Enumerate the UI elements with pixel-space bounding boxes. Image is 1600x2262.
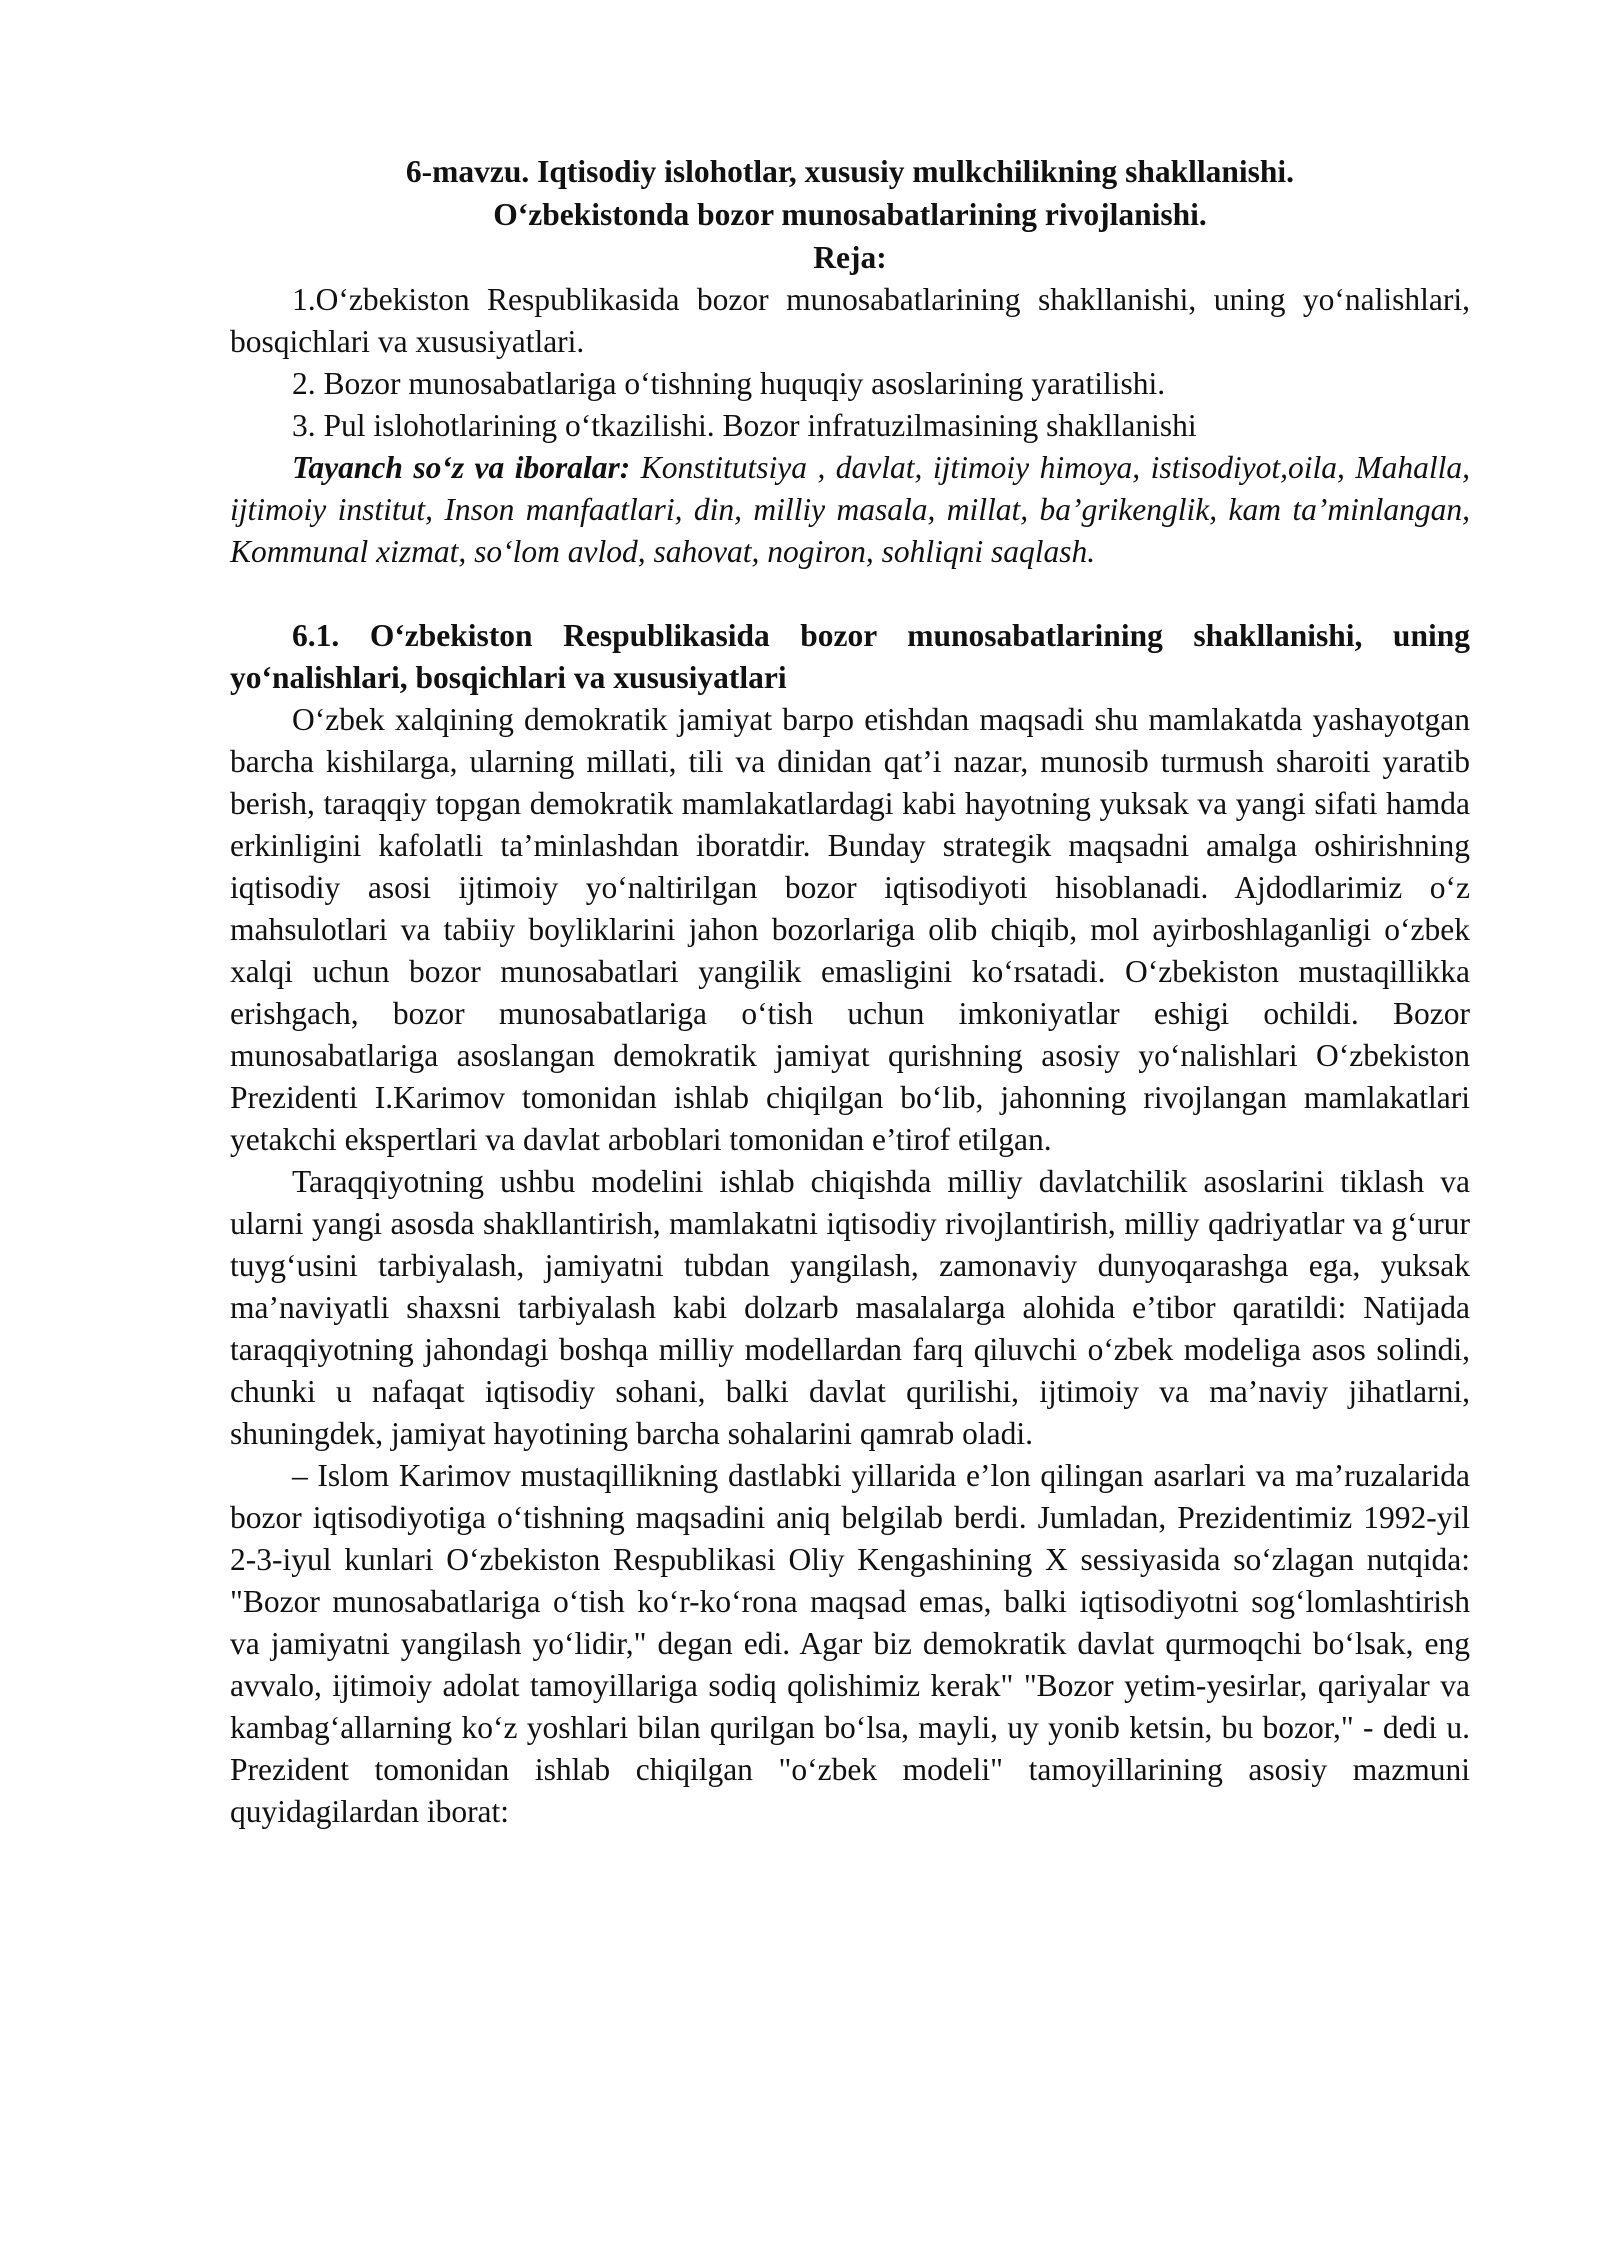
keywords-text: Konstitutsiya , davlat, ijtimoiy himoya, istisodiyot,oila, Mahalla, ijtimoiy institut, Inson manfaatlari, din, milliy masala, millat, ba’grikenglik, kam ta’minlangan, Kommunal xizmat, so‘lom avlod, sahovat, nogiron, sohliqni saqlash.: [230, 450, 1470, 569]
document-title-line-1: 6-mavzu. Iqtisodiy islohotlar, xususiy mulkchilikning shakllanishi.: [405, 154, 1295, 189]
section-heading: 6.1. O‘zbekiston Respublikasida bozor munosabatlarining shakllanishi, uning yo‘nalishlari, bosqichlari va xususiyatlari: [230, 618, 1470, 695]
document-title-line-2: O‘zbekistonda bozor munosabatlarining rivojlanishi.: [493, 197, 1207, 232]
plan-item-3: 3. Pul islohotlarining o‘tkazilishi. Bozor infratuzilmasining shakllanishi: [292, 408, 1197, 443]
body-paragraph-1: O‘zbek xalqining demokratik jamiyat barpo etishdan maqsadi shu mamlakatda yashayotgan barcha kishilarga, ularning millati, tili va dinidan qat’i nazar, munosib turmush sharoiti yaratib berish, taraqqiy topgan demokratik mamlakatlardagi kabi hayotning yuksak va yangi sifati hamda erkinligini kafolatli ta’minlashdan iboratdir. Bunday strategik maqsadni amalga oshirishning iqtisodiy asosi ijtimoiy yo‘naltirilgan bozor iqtisodiyoti hisoblanadi. Ajdodlarimiz o‘z mahsulotlari va tabiiy boyliklarini jahon bozorlariga olib chiqib, mol ayirboshlaganligi o‘zbek xalqi uchun bozor munosabatlari yangilik emasligini ko‘rsatadi. O‘zbekiston mustaqillikka erishgach, bozor munosabatlariga o‘tish uchun imkoniyatlar eshigi ochildi. Bozor munosabatlariga asoslangan demokratik jamiyat qurishning asosiy yo‘nalishlari O‘zbekiston Prezidenti I.Karimov tomonidan ishlab chiqilgan bo‘lib, jahonning rivojlangan mamlakatlari yetakchi ekspertlari va davlat arboblari tomonidan e’tirof etilgan.: [230, 702, 1470, 1157]
plan-item-2: 2. Bozor munosabatlariga o‘tishning huquqiy asoslarining yaratilishi.: [292, 366, 1166, 401]
plan-item-1: 1.O‘zbekiston Respublikasida bozor munosabatlarining shakllanishi, uning yo‘nalishlari, bosqichlari va xususiyatlari.: [230, 282, 1470, 359]
document-page: [230, 150, 1470, 1833]
body-paragraph-3: – Islom Karimov mustaqillikning dastlabki yillarida e’lon qilingan asarlari va ma’ruzalarida bozor iqtisodiyotiga o‘tishning maqsadini aniq belgilab berdi. Jumladan, Prezidentimiz 1992-yil 2-3-iyul kunlari O‘zbekiston Respublikasi Oliy Kengashining X sessiyasida so‘zlagan nutqida: "Bozor munosabatlariga o‘tish ko‘r-ko‘rona maqsad emas, balki iqtisodiyotni sog‘lomlashtirish va jamiyatni yangilash yo‘lidir," degan edi. Agar biz demokratik davlat qurmoqchi bo‘lsak, eng avvalo, ijtimoiy adolat tamoyillariga sodiq qolishimiz kerak" "Bozor yetim-yesirlar, qariyalar va kambag‘allarning ko‘z yoshlari bilan qurilgan bo‘lsa, mayli, uy yonib ketsin, bu bozor," - dedi u. Prezident tomonidan ishlab chiqilgan "o‘zbek modeli" tamoyillarining asosiy mazmuni quyidagilardan iborat:: [230, 1458, 1470, 1829]
plan-heading: Reja:: [813, 240, 887, 275]
body-paragraph-2: Taraqqiyotning ushbu modelini ishlab chiqishda milliy davlatchilik asoslarini tiklash va ularni yangi asosda shakllantirish, mamlakatni iqtisodiy rivojlantirish, milliy qadriyatlar va g‘urur tuyg‘usini tarbiyalash, jamiyatni tubdan yangilash, zamonaviy dunyoqarashga ega, yuksak ma’naviyatli shaxsni tarbiyalash kabi dolzarb masalalarga alohida e’tibor qaratildi: Natijada taraqqiyotning jahondagi boshqa milliy modellardan farq qiluvchi o‘zbek modeliga asos solindi, chunki u nafaqat iqtisodiy sohani, balki davlat qurilishi, ijtimoiy va ma’naviy jihatlarni, shuningdek, jamiyat hayotining barcha sohalarini qamrab oladi.: [230, 1164, 1470, 1451]
keywords-label: Tayanch so‘z va iboralar:: [292, 450, 631, 485]
keywords-paragraph: [230, 447, 1470, 573]
